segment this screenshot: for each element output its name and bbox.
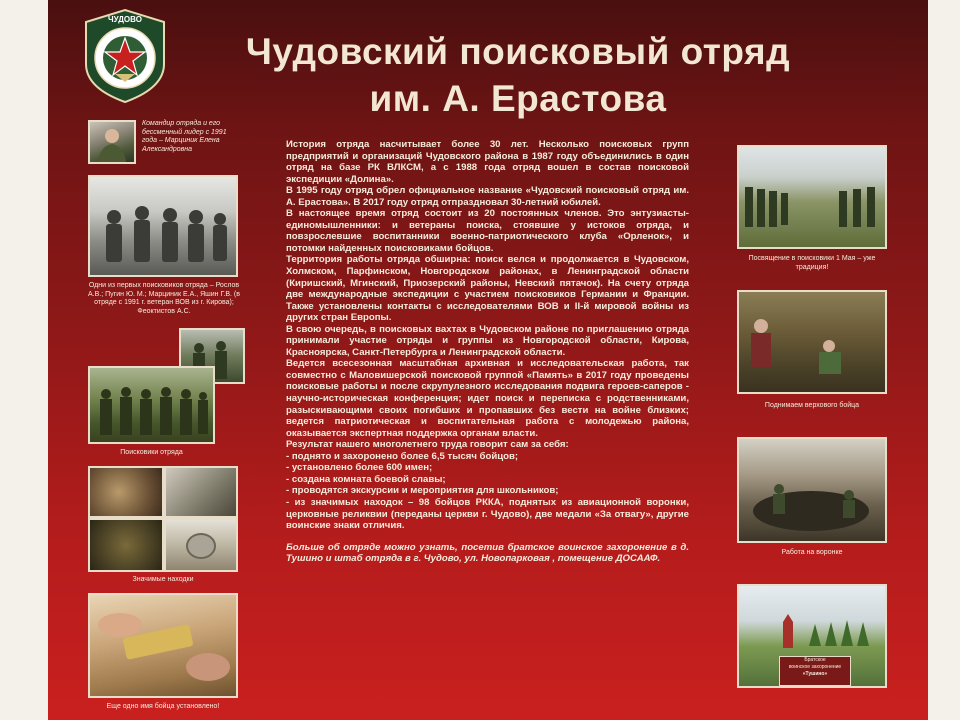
find-photo-4	[164, 518, 238, 572]
paragraph-6: Ведется всесезонная масштабная архивная и исследовательская работа, так совместно с Маловишерской поисковой группой «Память» в 2017 году проведены поисковые работы и после скрупулезного исследования подвига героев-саперов - научно-историческая конференция; идет поиск и переписка с родственниками, разыскивающими своих погибших и пропавших без вести на войне близких; ведется патриотическая и воспитательная работа с молодежью района, оказывается экспертная поддержка органам власти.	[286, 358, 689, 439]
commander-photo	[88, 120, 136, 164]
memorial-sign-line-2: воинское захоронение	[788, 664, 842, 670]
results-list-item: - проводятся экскурсии и мероприятия для школьников;	[286, 485, 559, 497]
crater-caption: Работа на воронке	[781, 549, 843, 556]
lifting-caption: Поднимаем верхового бойца	[764, 402, 860, 409]
name-established-caption: Еще одно имя бойца установлено!	[106, 703, 220, 710]
find-photo-1	[88, 466, 164, 518]
results-list	[286, 451, 689, 532]
paragraph-5: В свою очередь, в поисковых вахтах в Чудовском районе по приглашению отряда принимали участие отряды и группы из Новгородской области, Кирова, Красноярска, Санкт-Петербурга и Ленинградской области.	[286, 323, 689, 358]
memorial-sign	[779, 656, 851, 686]
finds-collage	[88, 466, 238, 572]
paragraph-2: В 1995 году отряд обрел официальное название «Чудовский поисковый отряд им. А. Ерастова». В 2017 году отряд отпраздновал 30-летний юбилей.	[286, 185, 689, 208]
memorial-sign-line-1: Братское	[804, 657, 826, 663]
title-line-2: им. А. Ерастова	[369, 78, 667, 119]
find-photo-3	[88, 518, 164, 572]
first-members-caption: Одни из первых поисковиков отряда – Рослов А.В.; Пугин Ю. М.; Марциник Е.А., Яшин Г.В. (в отряде с 1991 г. ветеран ВОВ из г. Кирова); Феоктистов А.С.	[88, 282, 240, 315]
results-list-item: - из значимых находок – 98 бойцов РККА, поднятых из авиационной воронки, церковные реликвии (переданы церкви г. Чудово), две медали «За отвагу», другие воинские знаки отличия.	[286, 496, 689, 532]
svg-text:ЧУДОВО: ЧУДОВО	[108, 15, 142, 24]
paragraph-4: Территория работы отряда обширна: поиск велся и продолжается в Чудовском, Холмском, Парфинском, Новгородском районах, в Ленинградской области (Киришский, Мгинский, Приозерский районы, Невский пятачок). На счету отряда две международные экспедиции с участием поисковиков Германии и Франции. Также установлены контакты с исследователями ВОВ и II-й мировой войны из других стран Европы.	[286, 254, 689, 324]
results-list-item: - поднято и захоронено более 6,5 тысяч бойцов;	[286, 450, 519, 462]
paragraph-3: В настоящее время отряд состоит из 20 постоянных членов. Это энтузиасты-единомышленники: и ветераны поиска, стоявшие у истоков отряда, и повзрослевшие воспитанники военно-патриотического клуба «Орленок», и потомки найденных поисковиками бойцов.	[286, 208, 689, 254]
searchers-caption: Поисковики отряда	[120, 449, 183, 456]
searchers-photo-group	[88, 366, 215, 444]
memorial-sign-line-3: «Тушино»	[802, 671, 828, 677]
results-list-item: - создана комната боевой славы;	[286, 473, 446, 485]
first-members-photo	[88, 175, 238, 277]
find-photo-2	[164, 466, 238, 518]
title-line-1: Чудовский поисковый отряд	[245, 31, 791, 72]
dedication-caption: Посвящение в поисковики 1 Мая – уже традиция!	[748, 255, 876, 271]
unit-emblem-icon	[82, 8, 168, 104]
results-list-item: - установлено более 600 имен;	[286, 462, 433, 474]
memorial-photo	[737, 584, 887, 688]
paragraph-7: Результат нашего многолетнего труда говорит сам за себя:	[286, 439, 569, 451]
crater-photo	[737, 437, 887, 543]
history-text	[286, 139, 689, 565]
lifting-photo	[737, 290, 887, 394]
dedication-photo	[737, 145, 887, 249]
poster	[48, 0, 928, 720]
name-established-photo	[88, 593, 238, 698]
closing-note: Больше об отряде можно узнать, посетив братское воинское захоронение в д. Тушино и штаб отряда в г. Чудово, ул. Новопарковая , помещение ДОСААФ.	[286, 541, 689, 565]
paragraph-1: История отряда насчитывает более 30 лет. Несколько поисковых групп предприятий и организаций Чудовского района в 1987 году объединились в один отряд на базе РК ВЛКСМ, а с 1988 года отряд вошел в состав поисковой экспедиции «Долина».	[286, 139, 689, 185]
commander-caption: Командир отряда и его бессменный лидер с 1991 года – Марциник Елена Александровна	[142, 120, 227, 153]
page-title	[188, 28, 848, 122]
finds-caption: Значимые находки	[132, 576, 194, 583]
